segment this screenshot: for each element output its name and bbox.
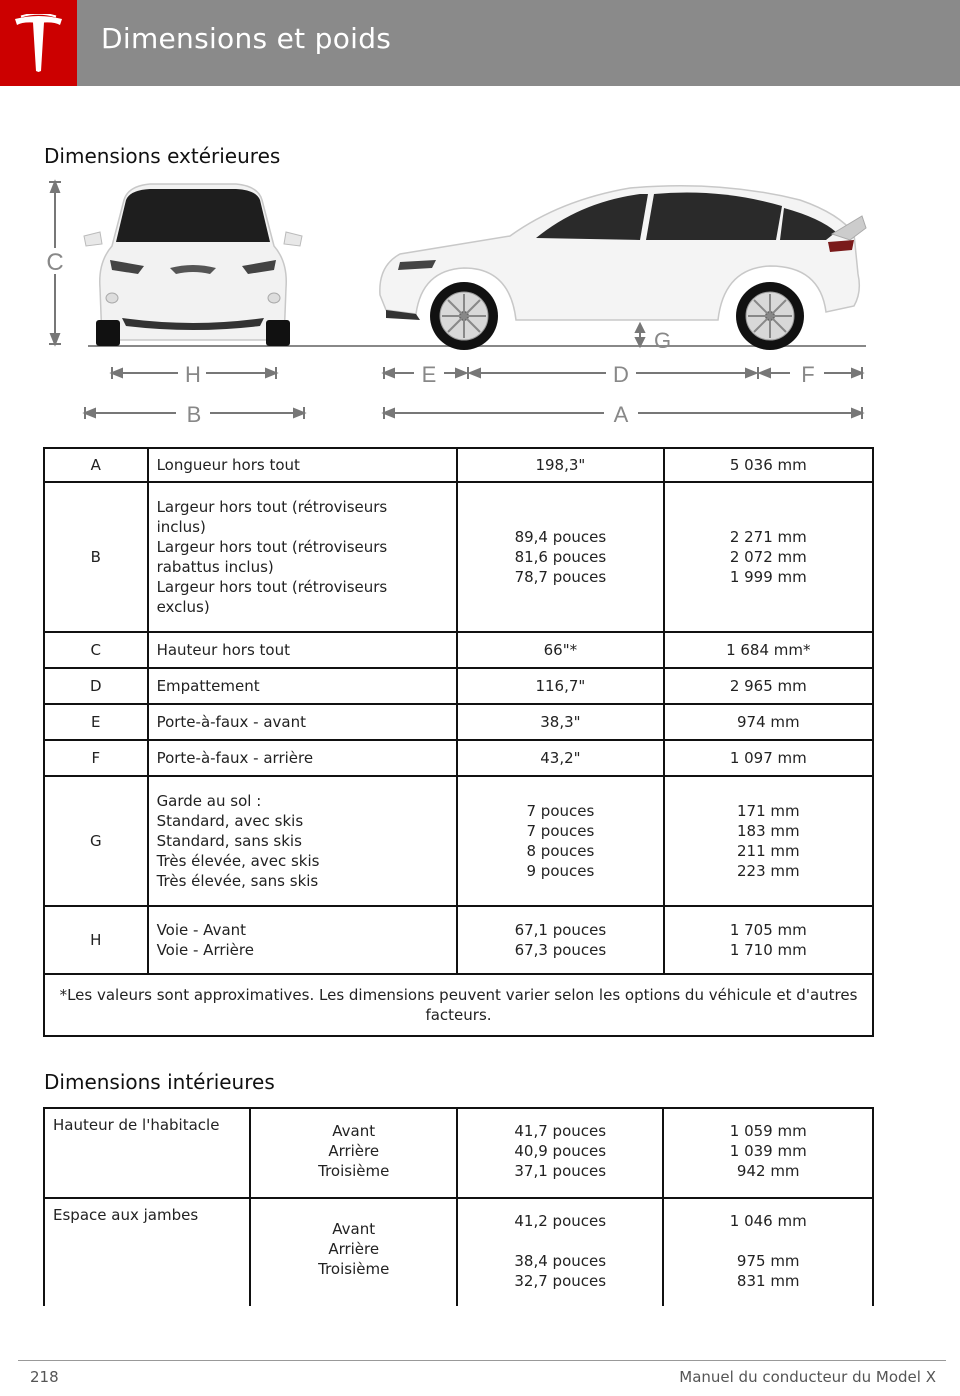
- cell-line: 171 mm: [736, 802, 800, 820]
- cell-line: 7 pouces: [526, 802, 595, 820]
- cell-line: 1 684 mm*: [726, 641, 811, 659]
- table-row: [44, 704, 873, 740]
- cell-line: 183 mm: [736, 822, 800, 840]
- dimension-description: [148, 632, 458, 668]
- dimension-inches: [457, 776, 663, 906]
- cell-line: 942 mm: [736, 1162, 800, 1180]
- dimension-inches: [457, 704, 663, 740]
- figure-label-h: H: [185, 362, 201, 387]
- vehicle-dimension-figure: [40, 170, 880, 440]
- table-row: [44, 1108, 873, 1198]
- cell-line: 1 046 mm: [729, 1212, 807, 1230]
- dimension-description: [148, 448, 458, 482]
- dimension-key: A: [44, 448, 148, 482]
- dimension-description: [148, 668, 458, 704]
- cell-line: 1 097 mm: [729, 749, 807, 767]
- dimension-description: [148, 740, 458, 776]
- dimension-mm: [664, 740, 873, 776]
- interior-dimensions-table: [43, 1107, 874, 1306]
- cell-line: Avant: [332, 1220, 376, 1238]
- interior-inches: [457, 1198, 664, 1306]
- cell-line: 32,7 pouces: [514, 1272, 607, 1290]
- cell-line: exclus): [156, 598, 210, 616]
- dimension-description: [148, 906, 458, 974]
- dimension-description: [148, 482, 458, 632]
- cell-line: Standard, avec skis: [156, 812, 304, 830]
- manual-title: Manuel du conducteur du Model X: [679, 1368, 936, 1386]
- tesla-logo: [0, 0, 77, 86]
- dimension-key: F: [44, 740, 148, 776]
- interior-inches: [457, 1108, 664, 1198]
- table-row: [44, 1198, 873, 1306]
- page-title: Dimensions et poids: [101, 22, 392, 55]
- dimension-inches: [457, 668, 663, 704]
- cell-line: 1 059 mm: [729, 1122, 807, 1140]
- cell-line: Arrière: [328, 1142, 380, 1160]
- footnote-row: [44, 974, 873, 1036]
- cell-line: 78,7 pouces: [514, 568, 607, 586]
- dimension-description: [148, 776, 458, 906]
- table-row: [44, 668, 873, 704]
- cell-line: Arrière: [328, 1240, 380, 1258]
- page-header: [0, 0, 960, 86]
- cell-line: Avant: [332, 1122, 376, 1140]
- cell-line: [672, 1231, 864, 1251]
- cell-line: 67,3 pouces: [514, 941, 607, 959]
- dimension-inches: [457, 740, 663, 776]
- footnote: *Les valeurs sont approximatives. Les dimensions peuvent varier selon les options du véhicule et d'autres facteurs.: [44, 974, 873, 1036]
- cell-line: 8 pouces: [526, 842, 595, 860]
- cell-line: Très élevée, avec skis: [156, 852, 320, 870]
- figure-label-a: A: [613, 402, 629, 427]
- car-front-view: [84, 184, 302, 346]
- tesla-t-icon: [13, 14, 64, 72]
- cell-line: 2 965 mm: [729, 677, 807, 695]
- table-row: [44, 448, 873, 482]
- cell-line: 975 mm: [736, 1252, 800, 1270]
- interior-section-title: Dimensions intérieures: [44, 1070, 275, 1094]
- dimension-key: E: [44, 704, 148, 740]
- cell-line: 5 036 mm: [729, 456, 807, 474]
- cell-line: 211 mm: [736, 842, 800, 860]
- figure-label-g: G: [654, 328, 672, 353]
- interior-mm: [663, 1198, 873, 1306]
- cell-line: Troisième: [318, 1260, 390, 1278]
- table-row: [44, 776, 873, 906]
- cell-line: Largeur hors tout (rétroviseurs: [156, 578, 388, 596]
- cell-line: Troisième: [318, 1162, 390, 1180]
- dimension-inches: [457, 448, 663, 482]
- cell-line: 43,2": [540, 749, 581, 767]
- cell-line: 223 mm: [736, 862, 800, 880]
- cell-line: Garde au sol :: [156, 792, 262, 810]
- cell-line: 81,6 pouces: [514, 548, 607, 566]
- cell-line: Hauteur hors tout: [156, 641, 290, 659]
- interior-label: Hauteur de l'habitacle: [44, 1108, 250, 1198]
- cell-line: 116,7": [535, 677, 586, 695]
- dimension-mm: [664, 448, 873, 482]
- interior-mm: [663, 1108, 873, 1198]
- dimension-description: [148, 704, 458, 740]
- dimension-key: D: [44, 668, 148, 704]
- table-row: [44, 482, 873, 632]
- dimension-mm: [664, 776, 873, 906]
- dimension-g-arrow: [636, 324, 644, 346]
- cell-line: 198,3": [535, 456, 586, 474]
- cell-line: 974 mm: [736, 713, 800, 731]
- exterior-section-title: Dimensions extérieures: [44, 144, 281, 168]
- cell-line: 1 999 mm: [729, 568, 807, 586]
- cell-line: 40,9 pouces: [514, 1142, 607, 1160]
- cell-line: Largeur hors tout (rétroviseurs: [156, 538, 388, 556]
- cell-line: 41,2 pouces: [514, 1212, 607, 1230]
- dimension-key: B: [44, 482, 148, 632]
- cell-line: Voie - Avant: [156, 921, 247, 939]
- seat-row-labels: [250, 1108, 456, 1198]
- cell-line: 831 mm: [736, 1272, 800, 1290]
- dimension-mm: [664, 906, 873, 974]
- exterior-dimensions-table: [43, 447, 874, 1037]
- figure-label-c: C: [46, 249, 64, 276]
- cell-line: 2 271 mm: [729, 528, 807, 546]
- cell-line: 7 pouces: [526, 822, 595, 840]
- cell-line: 1 705 mm: [729, 921, 807, 939]
- dimension-mm: [664, 482, 873, 632]
- dimension-mm: [664, 632, 873, 668]
- cell-line: 41,7 pouces: [514, 1122, 607, 1140]
- interior-label: Espace aux jambes: [44, 1198, 250, 1306]
- cell-line: Voie - Arrière: [156, 941, 254, 959]
- dimension-key: G: [44, 776, 148, 906]
- dimension-key: C: [44, 632, 148, 668]
- dimension-inches: [457, 482, 663, 632]
- cell-line: inclus): [156, 518, 206, 536]
- figure-label-e: E: [421, 362, 437, 387]
- cell-line: 9 pouces: [526, 862, 595, 880]
- footer-divider: [18, 1360, 946, 1361]
- cell-line: Longueur hors tout: [156, 456, 300, 474]
- cell-line: 89,4 pouces: [514, 528, 607, 546]
- table-row: [44, 740, 873, 776]
- cell-line: 66"*: [543, 641, 578, 659]
- cell-line: Très élevée, sans skis: [156, 872, 319, 890]
- cell-line: Standard, sans skis: [156, 832, 302, 850]
- cell-line: [466, 1231, 655, 1251]
- cell-line: Largeur hors tout (rétroviseurs: [156, 498, 388, 516]
- cell-line: 38,3": [540, 713, 581, 731]
- figure-label-f: F: [801, 362, 815, 387]
- cell-line: rabattus inclus): [156, 558, 274, 576]
- cell-line: 2 072 mm: [729, 548, 807, 566]
- car-side-view: [380, 186, 866, 350]
- dimension-inches: [457, 632, 663, 668]
- figure-label-d: D: [613, 362, 629, 387]
- dimension-key: H: [44, 906, 148, 974]
- cell-line: 37,1 pouces: [514, 1162, 607, 1180]
- table-row: [44, 906, 873, 974]
- cell-line: 67,1 pouces: [514, 921, 607, 939]
- seat-row-labels: [250, 1198, 456, 1306]
- cell-line: 1 039 mm: [729, 1142, 807, 1160]
- dimension-mm: [664, 704, 873, 740]
- page-number: 218: [30, 1368, 59, 1386]
- dimension-inches: [457, 906, 663, 974]
- cell-line: Porte-à-faux - avant: [156, 713, 306, 731]
- figure-label-b: B: [186, 402, 202, 427]
- cell-line: 38,4 pouces: [514, 1252, 607, 1270]
- cell-line: Empattement: [156, 677, 260, 695]
- dimension-mm: [664, 668, 873, 704]
- table-row: [44, 632, 873, 668]
- cell-line: 1 710 mm: [729, 941, 807, 959]
- cell-line: Porte-à-faux - arrière: [156, 749, 314, 767]
